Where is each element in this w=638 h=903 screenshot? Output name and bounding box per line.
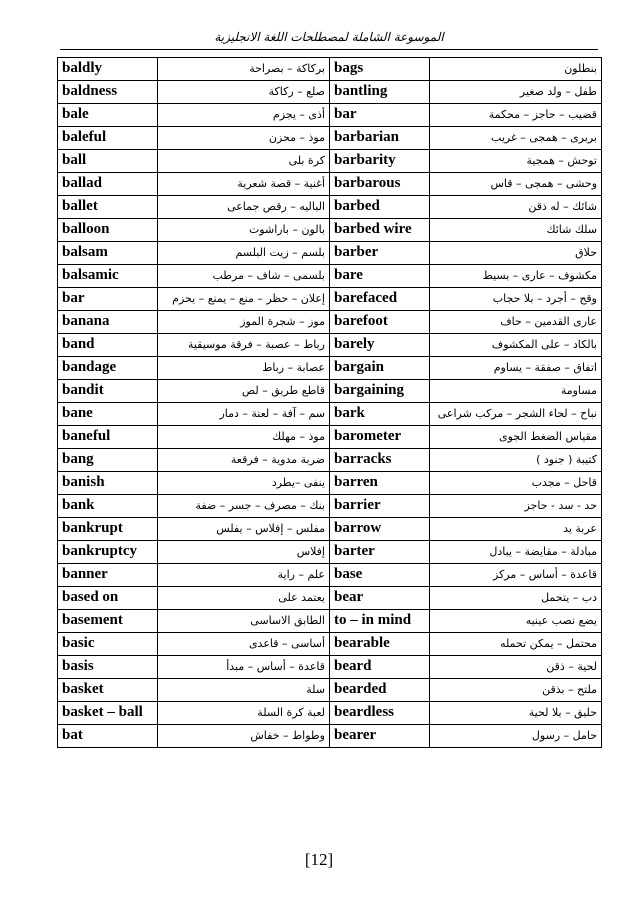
page-number: [12]: [304, 850, 334, 869]
right-arabic-translation: بربرى – همجى – غريب: [430, 127, 602, 150]
right-english-term: barefoot: [330, 311, 430, 334]
left-english-term: ballet: [58, 196, 158, 219]
left-arabic-translation: إعلان – حظر – منع – يمنع – يحزم: [158, 288, 330, 311]
left-arabic-translation: أذى – يجزم: [158, 104, 330, 127]
left-english-term: bang: [58, 449, 158, 472]
table-row: [58, 403, 602, 426]
left-arabic-translation: أساسى – قاعدى: [158, 633, 330, 656]
right-arabic-translation: عارى القدمين – حاف: [430, 311, 602, 334]
table-row: [58, 518, 602, 541]
left-arabic-translation: علم – راية: [158, 564, 330, 587]
left-english-term: bane: [58, 403, 158, 426]
right-english-term: bargain: [330, 357, 430, 380]
left-english-term: banana: [58, 311, 158, 334]
table-row: [58, 311, 602, 334]
right-english-term: barely: [330, 334, 430, 357]
table-row: [58, 472, 602, 495]
right-arabic-translation: مكشوف – عارى – بسيط: [430, 265, 602, 288]
left-english-term: balsam: [58, 242, 158, 265]
left-arabic-translation: رباط – عصبة – فرقة موسيقية: [158, 334, 330, 357]
left-arabic-translation: إفلاس: [158, 541, 330, 564]
left-english-term: banish: [58, 472, 158, 495]
left-arabic-translation: الطابق الاساسى: [158, 610, 330, 633]
right-english-term: bark: [330, 403, 430, 426]
right-english-term: barbarous: [330, 173, 430, 196]
left-english-term: basket – ball: [58, 702, 158, 725]
left-english-term: bandage: [58, 357, 158, 380]
left-english-term: bar: [58, 288, 158, 311]
right-arabic-translation: طفل – ولد صغير: [430, 81, 602, 104]
table-row: [58, 58, 602, 81]
left-english-term: balsamic: [58, 265, 158, 288]
right-arabic-translation: دب – يتحمل: [430, 587, 602, 610]
right-english-term: bags: [330, 58, 430, 81]
left-english-term: balloon: [58, 219, 158, 242]
table-row: [58, 334, 602, 357]
right-english-term: base: [330, 564, 430, 587]
right-arabic-translation: حليق – بلا لحية: [430, 702, 602, 725]
right-arabic-translation: وحشى – همجى – قاس: [430, 173, 602, 196]
right-arabic-translation: بالكاد – على المكشوف: [430, 334, 602, 357]
right-english-term: barometer: [330, 426, 430, 449]
left-english-term: bankruptcy: [58, 541, 158, 564]
right-arabic-translation: قاحل – مجدب: [430, 472, 602, 495]
right-arabic-translation: عربة يد: [430, 518, 602, 541]
right-arabic-translation: قضيب – حاجز – محكمة: [430, 104, 602, 127]
left-arabic-translation: لعبة كرة السلة: [158, 702, 330, 725]
left-arabic-translation: أغنية – قصة شعرية: [158, 173, 330, 196]
left-english-term: basic: [58, 633, 158, 656]
dictionary-table: [57, 57, 602, 748]
left-arabic-translation: صلع – ركاكة: [158, 81, 330, 104]
left-arabic-translation: يعتمد على: [158, 587, 330, 610]
left-arabic-translation: بنك – مصرف – جسر – ضفة: [158, 495, 330, 518]
left-arabic-translation: وطواط – خفاش: [158, 725, 330, 748]
left-english-term: basket: [58, 679, 158, 702]
left-english-term: bankrupt: [58, 518, 158, 541]
right-english-term: barbarian: [330, 127, 430, 150]
table-row: [58, 104, 602, 127]
table-row: [58, 725, 602, 748]
right-arabic-translation: لحية – ذقن: [430, 656, 602, 679]
left-english-term: bat: [58, 725, 158, 748]
table-row: [58, 702, 602, 725]
right-arabic-translation: بنطلون: [430, 58, 602, 81]
right-arabic-translation: شائك – له ذقن: [430, 196, 602, 219]
right-arabic-translation: توحش – همجية: [430, 150, 602, 173]
right-arabic-translation: حد - سد - حاجز: [430, 495, 602, 518]
table-row: [58, 81, 602, 104]
table-row: [58, 196, 602, 219]
right-english-term: bantling: [330, 81, 430, 104]
left-arabic-translation: سم – آفة – لعنة – دمار: [158, 403, 330, 426]
table-row: [58, 265, 602, 288]
page-header-title: الموسوعة الشاملة لمصطلحات اللغة الانجليزية: [214, 30, 444, 44]
left-arabic-translation: بالون – باراشوت: [158, 219, 330, 242]
right-arabic-translation: حامل – رسول: [430, 725, 602, 748]
left-english-term: based on: [58, 587, 158, 610]
left-arabic-translation: الباليه – رقص جماعى: [158, 196, 330, 219]
right-english-term: barracks: [330, 449, 430, 472]
right-english-term: to – in mind: [330, 610, 430, 633]
left-arabic-translation: موذ – محزن: [158, 127, 330, 150]
right-arabic-translation: مبادلة – مقايضة – يبادل: [430, 541, 602, 564]
left-arabic-translation: قاعدة – أساس – مبدأ: [158, 656, 330, 679]
right-arabic-translation: حلاق: [430, 242, 602, 265]
left-arabic-translation: بلسمى – شاف – مرطب: [158, 265, 330, 288]
table-row: [58, 587, 602, 610]
right-arabic-translation: وقح – أجرد – بلا حجاب: [430, 288, 602, 311]
table-row: [58, 633, 602, 656]
left-arabic-translation: قاطع طريق – لص: [158, 380, 330, 403]
right-english-term: barbarity: [330, 150, 430, 173]
right-arabic-translation: اتفاق – صفقة – يساوم: [430, 357, 602, 380]
table-row: [58, 357, 602, 380]
table-row: [58, 242, 602, 265]
right-english-term: barefaced: [330, 288, 430, 311]
left-english-term: bandit: [58, 380, 158, 403]
right-english-term: barrow: [330, 518, 430, 541]
table-row: [58, 610, 602, 633]
right-english-term: barren: [330, 472, 430, 495]
left-arabic-translation: موذ – مهلك: [158, 426, 330, 449]
table-row: [58, 150, 602, 173]
right-english-term: barbed: [330, 196, 430, 219]
table-row: [58, 380, 602, 403]
dictionary-body: [58, 58, 602, 748]
left-arabic-translation: عصابة – رباط: [158, 357, 330, 380]
table-row: [58, 495, 602, 518]
right-arabic-translation: ملتح – بذقن: [430, 679, 602, 702]
right-arabic-translation: يضع نصب عينيه: [430, 610, 602, 633]
table-row: [58, 656, 602, 679]
left-arabic-translation: بركاكة – بصراحة: [158, 58, 330, 81]
right-arabic-translation: قاعدة – أساس – مركز: [430, 564, 602, 587]
table-row: [58, 219, 602, 242]
left-english-term: basement: [58, 610, 158, 633]
left-english-term: banner: [58, 564, 158, 587]
right-arabic-translation: مقياس الضغط الجوى: [430, 426, 602, 449]
left-english-term: band: [58, 334, 158, 357]
right-english-term: beardless: [330, 702, 430, 725]
left-english-term: baneful: [58, 426, 158, 449]
right-english-term: barrier: [330, 495, 430, 518]
right-english-term: barbed wire: [330, 219, 430, 242]
table-row: [58, 426, 602, 449]
left-english-term: baldness: [58, 81, 158, 104]
left-english-term: ball: [58, 150, 158, 173]
left-english-term: ballad: [58, 173, 158, 196]
left-arabic-translation: موز – شجرة الموز: [158, 311, 330, 334]
left-arabic-translation: مفلس – إفلاس – يفلس: [158, 518, 330, 541]
right-english-term: beard: [330, 656, 430, 679]
right-english-term: bearded: [330, 679, 430, 702]
table-row: [58, 541, 602, 564]
left-english-term: basis: [58, 656, 158, 679]
right-english-term: bearer: [330, 725, 430, 748]
right-english-term: bare: [330, 265, 430, 288]
left-english-term: baleful: [58, 127, 158, 150]
left-english-term: baldly: [58, 58, 158, 81]
right-arabic-translation: نباح – لحاء الشجر – مركب شراعى: [430, 403, 602, 426]
left-arabic-translation: كرة بلى: [158, 150, 330, 173]
right-english-term: bargaining: [330, 380, 430, 403]
table-row: [58, 679, 602, 702]
right-arabic-translation: سلك شائك: [430, 219, 602, 242]
right-arabic-translation: محتمل – يمكن تحمله: [430, 633, 602, 656]
left-english-term: bank: [58, 495, 158, 518]
right-english-term: bear: [330, 587, 430, 610]
table-row: [58, 127, 602, 150]
right-english-term: barber: [330, 242, 430, 265]
right-english-term: bearable: [330, 633, 430, 656]
right-english-term: barter: [330, 541, 430, 564]
left-english-term: bale: [58, 104, 158, 127]
left-arabic-translation: سلة: [158, 679, 330, 702]
table-row: [58, 564, 602, 587]
table-row: [58, 288, 602, 311]
right-arabic-translation: مساومة: [430, 380, 602, 403]
left-arabic-translation: بلسم – زيت البلسم: [158, 242, 330, 265]
left-arabic-translation: ضربة مدوية – فرقعة: [158, 449, 330, 472]
header-rule: [60, 49, 598, 50]
right-arabic-translation: كتيبة ( جنود ): [430, 449, 602, 472]
left-arabic-translation: ينفى –يطرد: [158, 472, 330, 495]
table-row: [58, 449, 602, 472]
table-row: [58, 173, 602, 196]
right-english-term: bar: [330, 104, 430, 127]
